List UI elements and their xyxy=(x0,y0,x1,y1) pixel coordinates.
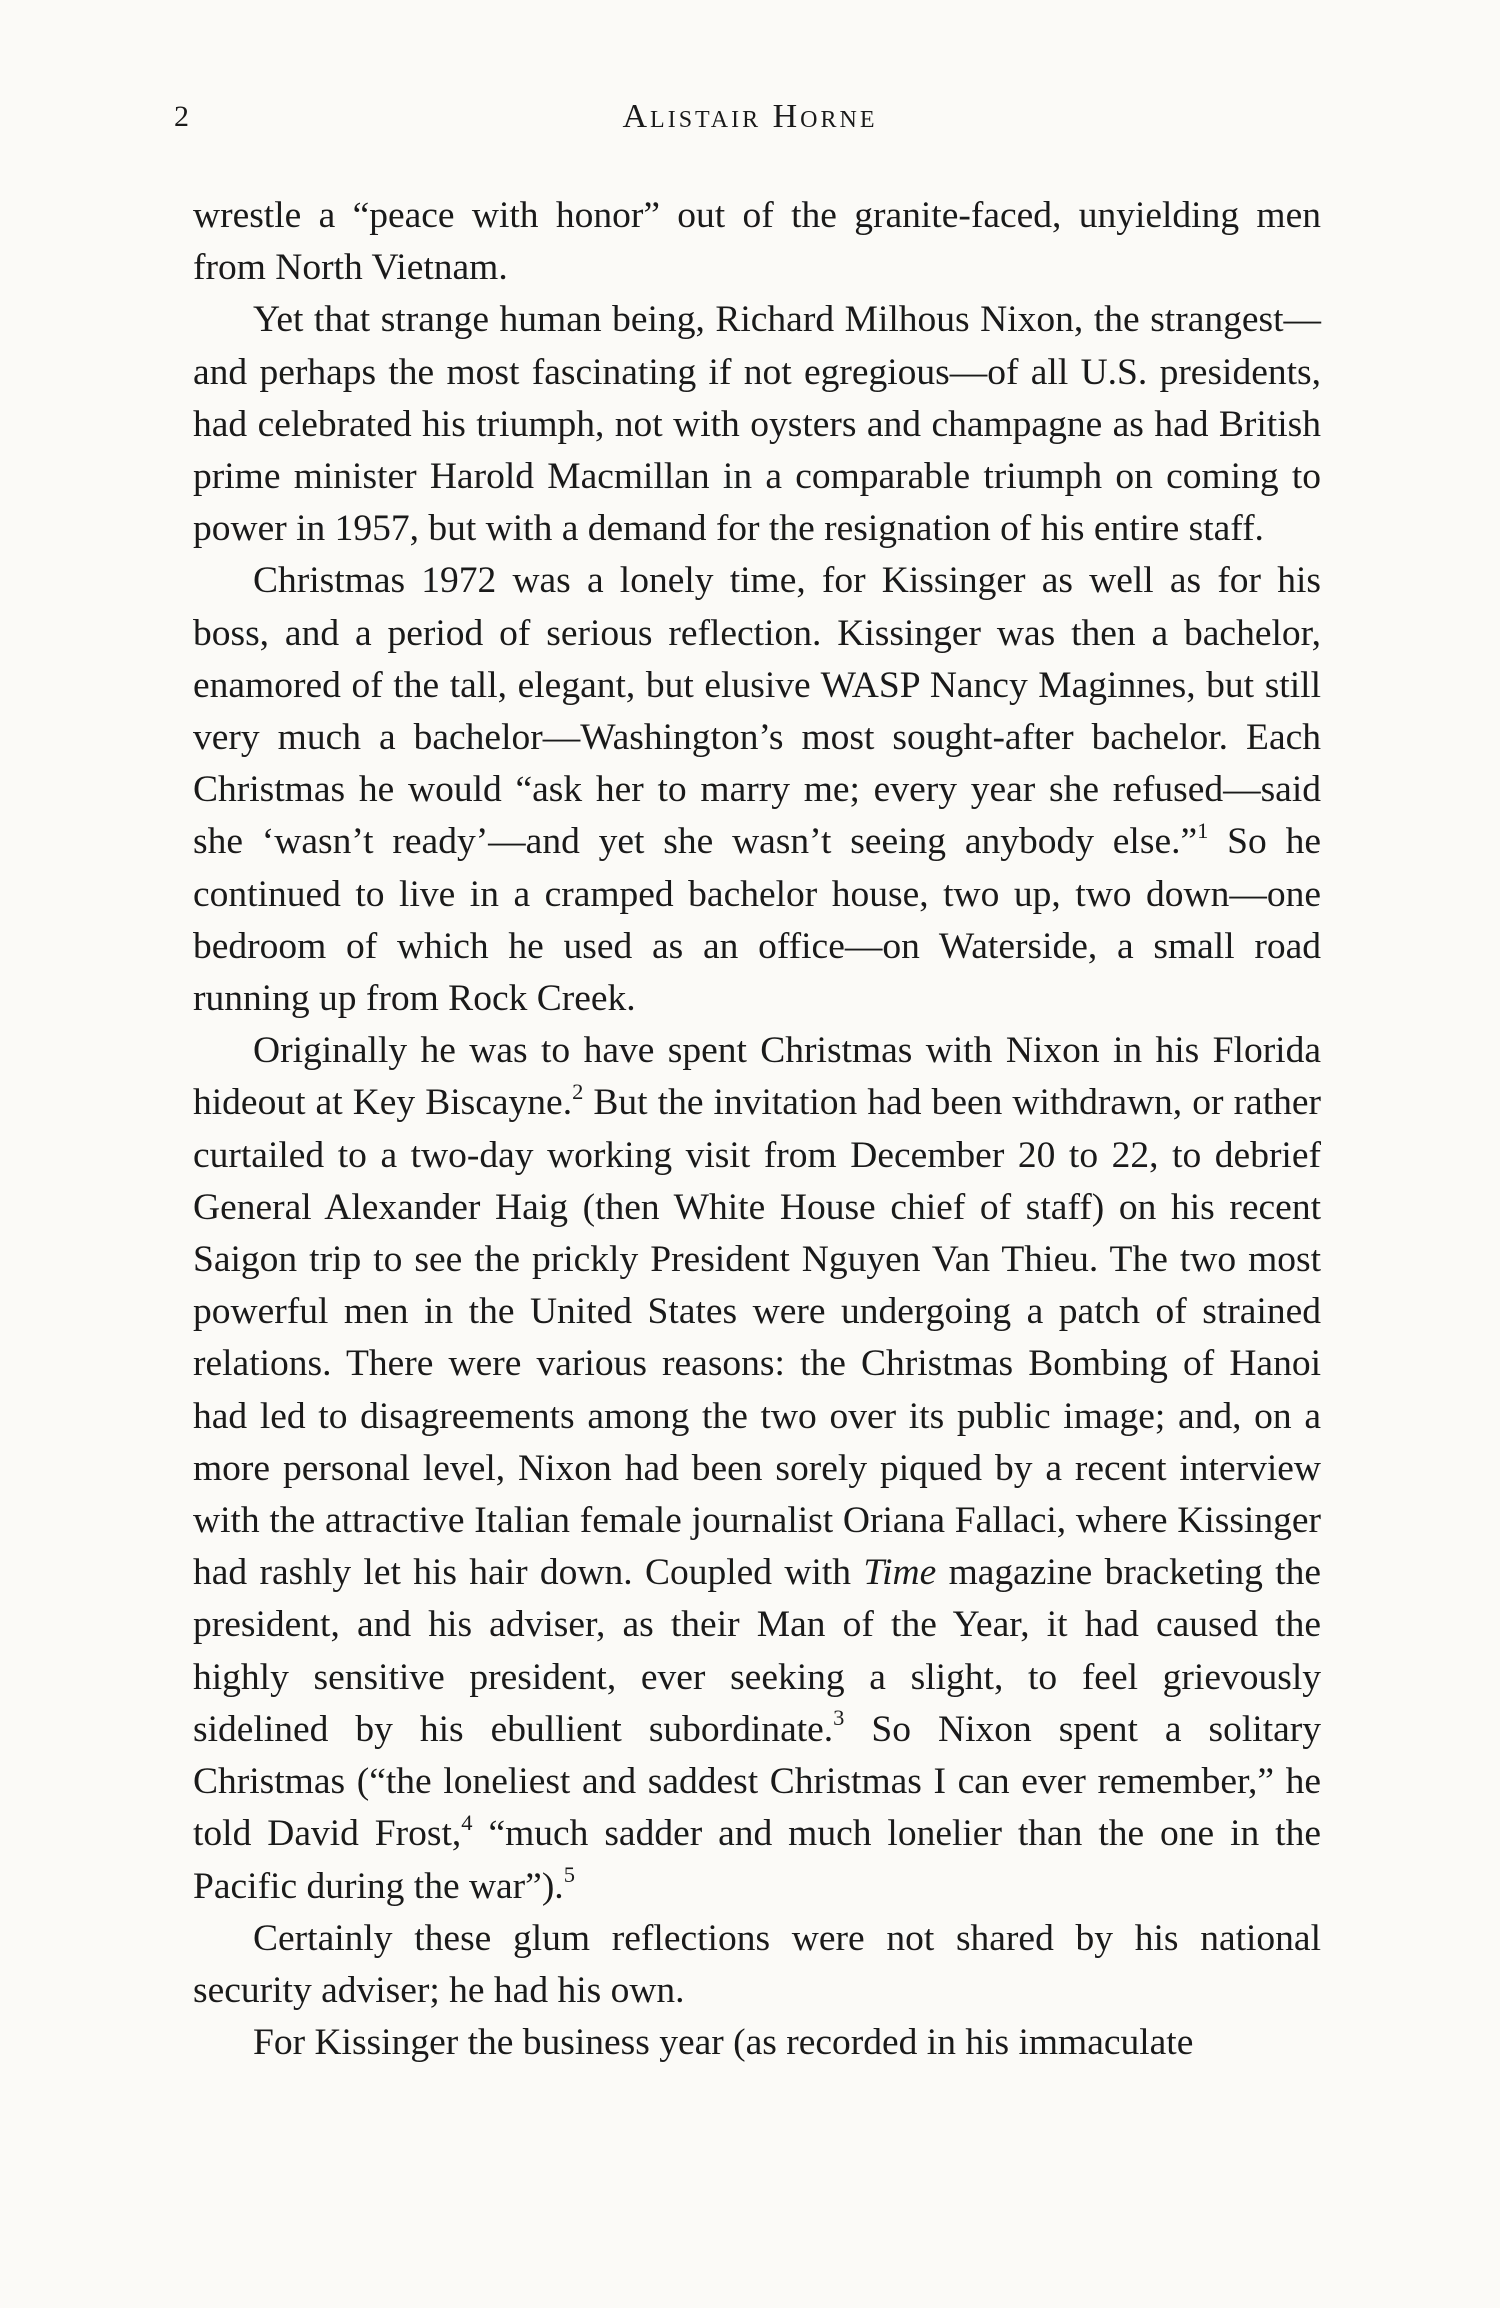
page-number: 2 xyxy=(174,100,190,133)
paragraph-3-text-a: Christmas 1972 was a lonely time, for Kissinger as well as for his boss, and a period of serious reflection. Kissinger was then a bachelor, enamored of the tall, elegant, but elusive WASP Nancy Maginnes, but still very much a bachelor—Washington’s most sought-after bachelor. Each Christmas he would “ask her to marry me; every year she refused—said she ‘wasn’t ready’—and yet she wasn’t seeing anybody else.” xyxy=(193,560,1321,863)
text-body xyxy=(193,190,1321,2069)
paragraph-4-text-d: So Nixon spent a solitary Christmas (“the loneliest and saddest Christmas I can ever remember,” he told David Frost, xyxy=(193,1708,1321,1855)
paragraph-6: For Kissinger the business year (as recorded in his immaculate xyxy=(253,2022,1194,2064)
paragraph-4-text-b: But the invitation had been withdrawn, or rather curtailed to a two-day working visit from December 20 to 22, to debrief General Alexander Haig (then White House chief of staff) on his recent Saigon trip to see the prickly President Nguyen Van Thieu. The two most powerful men in the United States were undergoing a patch of strained relations. There were various reasons: the Christmas Bombing of Hanoi had led to disagreements among the two over its public image; and, on a more personal level, Nixon had been sorely piqued by a recent interview with the attractive Italian female journalist Oriana Fallaci, where Kissinger had rashly let his hair down. Coupled with xyxy=(193,1082,1321,1594)
footnote-ref-3: 3 xyxy=(833,1705,845,1731)
paragraph-4-text-a: Originally he was to have spent Christmas with Nixon in his Florida hideout at Key Biscayne. xyxy=(193,1030,1321,1124)
paragraph-2: Yet that strange human being, Richard Milhous Nixon, the strangest—and perhaps the most fascinating if not egregious—of all U.S. presidents, had celebrated his triumph, not with oysters and champagne as had British prime minister Harold Macmillan in a comparable triumph on coming to power in 1957, but with a demand for the resignation of his entire staff. xyxy=(193,299,1321,550)
magazine-title: Time xyxy=(863,1552,937,1594)
paragraph-4 xyxy=(193,1025,1321,1912)
paragraph-1: wrestle a “peace with honor” out of the granite-faced, unyielding men from North Vietnam. xyxy=(193,195,1321,289)
paragraph-4-text-e: “much sadder and much lonelier than the one in the Pacific during the war”). xyxy=(193,1813,1321,1907)
paragraph-4-text-c: magazine bracketing the president, and his adviser, as their Man of the Year, it had caused the highly sensitive president, ever seeking a slight, to feel grievously sidelined by his ebullient subordinate. xyxy=(193,1552,1321,1750)
paragraph-3 xyxy=(193,555,1321,1025)
footnote-ref-4: 4 xyxy=(461,1809,473,1835)
footnote-ref-1: 1 xyxy=(1197,817,1209,843)
paragraph-3-text-b: So he continued to live in a cramped bachelor house, two up, two down—one bedroom of which he used as an office—on Waterside, a small road running up from Rock Creek. xyxy=(193,821,1321,1020)
footnote-ref-2: 2 xyxy=(572,1078,584,1104)
footnote-ref-5: 5 xyxy=(563,1861,575,1887)
paragraph-5: Certainly these glum reflections were not shared by his national security adviser; he had his own. xyxy=(193,1917,1321,2011)
running-head: Alistair Horne xyxy=(622,98,878,135)
